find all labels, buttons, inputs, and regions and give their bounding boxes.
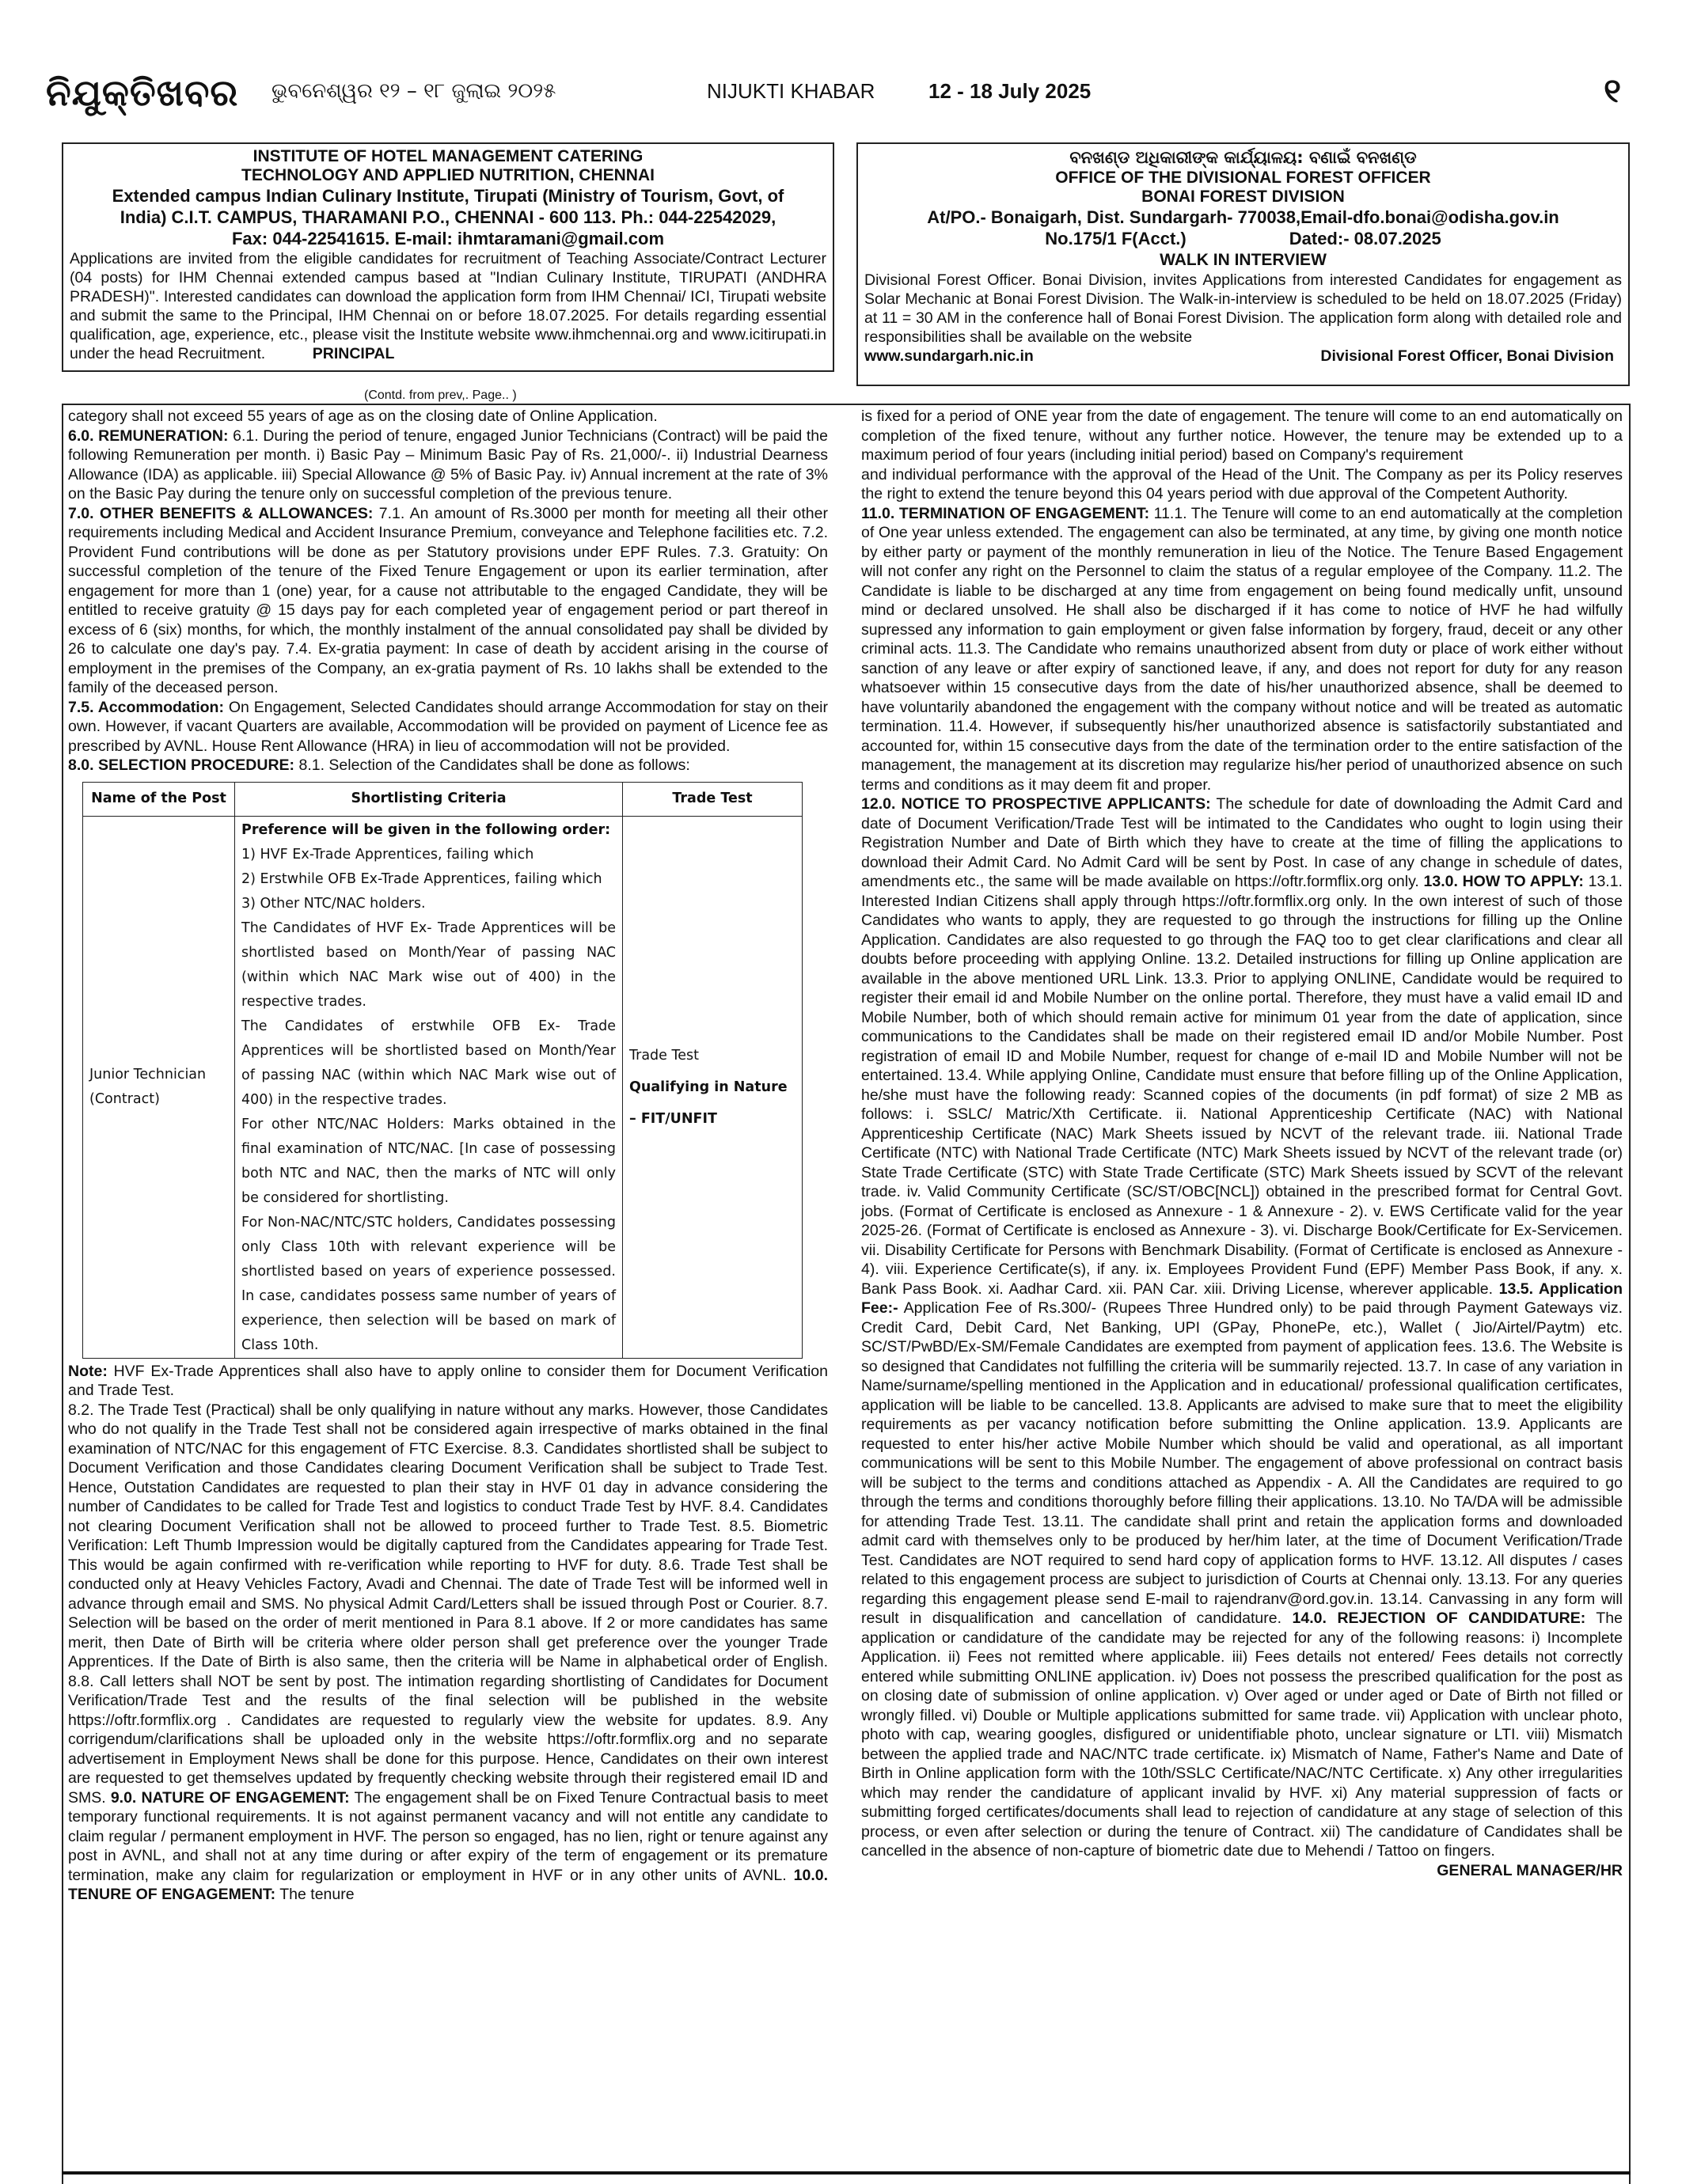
col-trade-header: Trade Test — [623, 782, 803, 816]
criteria-item: The Candidates of erstwhile OFB Ex- Trade Apprentices will be shortlisted based on Month/Year of passing NAC (within which NAC Mark wise out of 400) in the respective trades. — [241, 1018, 616, 1108]
col-post-header: Name of the Post — [83, 782, 235, 816]
section-heading: 10.0. TENURE OF ENGAGEMENT: — [68, 1866, 828, 1903]
forest-odia-title: ବନଖଣ୍ଡ ଅଧିକାରୀଙ୍କ କାର୍ଯ୍ୟାଳୟ: ବଣାଇଁ ବନଖଣ୍ଡ — [1069, 148, 1417, 167]
gm-signature: GENERAL MANAGER/HR — [1437, 1861, 1623, 1879]
notice-paragraph — [861, 794, 1623, 1879]
section-text: On Engagement, Selected Candidates should arrange Accommodation for stay on their own. However, if vacant Quarters are available, Accommodation will be provided on payment of Licence fee as prescribed by AVNL. House Rent Allowance (HRA) in lieu of accommodation will not be provided. — [68, 698, 828, 755]
right-paragraphs — [861, 407, 1623, 1879]
criteria-item: For Non-NAC/NTC/STC holders, Candidates possessing only Class 10th with relevant experience will be shortlisted based on years of experience possessed. In case, candidates possess same number of years of experience, then selection will be based on mark of Class 10th. — [241, 1214, 616, 1353]
section-heading: 7.0. OTHER BENEFITS & ALLOWANCES: — [68, 504, 374, 522]
section-text: Application Fee of Rs.300/- (Rupees Three Hundred only) to be paid through Payment Gateways viz. Credit Card, Debit Card, Net Banking, UPI (GPay, PhonePe, etc.), Wallet ( Jio/Airtel/Paytm) etc. SC/ST/PwBD/Ex-SM/Female Candidates are exempted from payment of application fees. 13.6. The Website is so designed that Candidates not fulfilling the criteria will be summarily rejected. 13.7. In case of any variation in Name/surname/spelling mentioned in the Application and in educational/ professional qualification certificates, application will be liable to be cancelled. 13.8. Applicants are advised to make sure that to meet the eligibility requirements as per vacancy notification before submitting the Online application. 13.9. Applicants are requested to enter his/her active Mobile Number which should be valid and operational, as all important communications will be sent to this Mobile Number. The engagement of above professional on contract basis will be subject to the terms and conditions attached as Appendix - A. All the Candidates are required to go through the terms and conditions thoroughly before filling their applications. 13.10. No TA/DA will be admissible for attending Trade Test. 13.11. The candidate shall print and retain the application forms and downloaded admit card with themselves only to be produced by her/him later, at the time of Document Verification/Trade Test. Candidates are NOT required to send hard copy of application forms to HVF. 13.12. All disputes / cases related to this engagement process are subject to jurisdiction of Courts at Chennai only. 13.13. For any queries regarding this engagement please send E-mail to rajendranv@ord.gov.in. 13.14. Canvassing in any form will result in disqualification and cancellation of candidature. — [861, 1299, 1623, 1627]
section-text: The engagement shall be on Fixed Tenure Contractual basis to meet temporary functional requirements. It is not against permanent vacancy and will not entitle any candidate to claim regular / permanent employment in HVF. The person so engaged, has no lien, right or tenure against any post in AVNL, and shall not at any time during or after expiry of the term of engagement or its premature termination, make any claim for regularization or employment in HVF or in any other units of AVNL. — [68, 1788, 828, 1884]
section-text: 7.1. An amount of Rs.3000 per month for meeting all their other requirements including Medical and Accident Insurance Premium, conveyance and Telephone facilities etc. 7.2. Provident Fund contributions will be done as per Statutory provisions under EPF Rules. 7.3. Gratuity: On successful completion of the tenure of the Fixed Tenure Engagement or upon its earlier termination, after engagement for more than 1 (one) year, for a cause not attributable to the engaged Candidate, they will be entitled to receive gratuity @ 15 days pay for each completed year of engagement period or part thereof in excess of 6 (six) months, for which, the monthly instalment of the annual consolidated pay shall be divided by 26 to calculate one day's pay. 7.4. Ex-gratia payment: In case of death by accident arising in the course of employment in the premises of the Company, an ex-gratia payment of Rs. 10 lakhs shall be extended to the family of the deceased person. — [68, 504, 828, 696]
trade-test-nature: Qualifying in Nature – FIT/UNFIT — [629, 1079, 788, 1127]
page-number: ୧ — [1604, 71, 1621, 110]
forest-ref-no: No.175/1 F(Acct.) — [1045, 229, 1187, 248]
left-top-paragraphs — [68, 407, 828, 775]
ihm-title-2: TECHNOLOGY AND APPLIED NUTRITION, CHENNAI — [241, 166, 655, 184]
ihm-line-3: Extended campus Indian Culinary Institute, Tirupati (Ministry of Tourism, Govt, of — [112, 186, 784, 206]
column-gutter — [844, 404, 845, 2184]
section-heading: 13.0. HOW TO APPLY: — [1423, 873, 1584, 890]
post-type: (Contract) — [89, 1090, 160, 1107]
notice-paragraph — [68, 698, 828, 756]
notice-paragraph — [68, 427, 828, 504]
forest-address: At/PO.- Bonaigarh, Dist. Sundargarh- 770038,Email-dfo.bonai@odisha.gov.in — [927, 207, 1559, 227]
edition-date: 12 - 18 July 2025 — [928, 79, 1092, 103]
section-text: 6.1. During the period of tenure, engaged Junior Technicians (Contract) will be paid the following Remuneration per month. i) Basic Pay – Minimum Basic Pay of Rs. 21,000/-. ii) Industrial Dearness Allowance (IDA) as applicable. iii) Special Allowance @ 5% of Basic Pay. iv) Annual increment at the rate of 3% on the Basic Pay during the tenure only on successful completion of the previous tenure. — [68, 427, 828, 502]
section-heading: 13.5. Application Fee:- — [861, 1280, 1623, 1317]
table-row — [83, 816, 803, 1358]
notice-paragraph — [68, 1401, 828, 1905]
newspaper-logo: ନିଯୁକ୍ତିଖବର — [46, 71, 239, 114]
notice-paragraph — [861, 465, 1623, 504]
section-text: HVF Ex-Trade Apprentices shall also have to apply online to consider them for Document Verification and Trade Test. — [68, 1362, 828, 1399]
section-text: The tenure — [279, 1886, 355, 1903]
forest-title-2: BONAI FOREST DIVISION — [1141, 188, 1345, 206]
section-heading: 14.0. REJECTION OF CANDIDATURE: — [1292, 1610, 1586, 1627]
notice-paragraph — [861, 504, 1623, 795]
walk-in-heading: WALK IN INTERVIEW — [1160, 251, 1327, 269]
section-heading: 7.5. Accommodation: — [68, 698, 224, 716]
forest-body: Divisional Forest Officer. Bonai Division, invites Applications from interested Candidates for engagement as Solar Mechanic at Bonai Forest Division. The Walk-in-interview is scheduled to be held on 18.07.2025 (Friday) at 11 = 30 AM in the conference hall of Bonai Forest Division. The application form along with detailed role and responsibilities shall be available on the website — [864, 271, 1622, 346]
section-text: 8.1. Selection of the Candidates shall be done as follows: — [298, 756, 690, 774]
left-column — [68, 407, 828, 1905]
table-header-row — [83, 782, 803, 816]
section-heading: Note: — [68, 1362, 108, 1380]
section-text: category shall not exceed 55 years of age as on the closing date of Online Application. — [68, 408, 658, 425]
right-column — [861, 407, 1623, 1880]
notice-paragraph — [68, 756, 828, 775]
post-cell — [83, 816, 235, 1358]
forest-website-link[interactable]: www.sundargarh.nic.in — [864, 347, 1034, 365]
section-heading: 8.0. SELECTION PROCEDURE: — [68, 756, 295, 774]
forest-advertisement — [856, 142, 1630, 386]
col-criteria-header: Shortlisting Criteria — [235, 782, 623, 816]
ihm-body: Applications are invited from the eligible candidates for recruitment of Teaching Associate/Contract Lecturer (04 posts) for IHM Chennai extended campus based at "Indian Culinary Institute, TIRUPATI (ANDHRA PRADESH)". Interested candidates can download the application form from IHM Chennai/ ICI, Tirupati website and submit the same to the Principal, IHM Chennai on or before 18.07.2025. For details regarding essential qualification, age, experience, etc., please visit the Institute website www.ihmchennai.org and www.icitirupati.in under the head Recruitment. PRINCIPAL — [70, 250, 826, 362]
ihm-title-1: INSTITUTE OF HOTEL MANAGEMENT CATERING — [252, 147, 644, 165]
ihm-line-4: India) C.I.T. CAMPUS, THARAMANI P.O., CHENNAI - 600 113. Ph.: 044-22542029, — [120, 207, 776, 227]
left-bottom-paragraphs — [68, 1362, 828, 1905]
criteria-item: For other NTC/NAC Holders: Marks obtained in the final examination of NTC/NAC. [In case of possessing both NTC and NAC, then the marks of NTC will only be considered for shortlisting. — [241, 1116, 616, 1206]
odia-date: ଭୁବନେଶ୍ୱର ୧୨ – ୧୮ ଜୁଲାଇ ୨୦୨୫ — [271, 79, 556, 103]
section-text: 13.1. Interested Indian Citizens shall apply through https://oftr.formflix.org only. In the own interest of such of those Candidates who wants to apply, they are requested to go through the instructions for filling up the Online Application. Candidates are also requested to go through the FAQ too to get clear clarifications and clear all doubts before proceeding with applying Online. 13.2. Detailed instructions for filling up Online application are available in the above mentioned URL Link. 13.3. Prior to applying ONLINE, Candidate would be required to register their email id and Mobile Number on the online portal. Therefore, they must have a valid email ID and Mobile Number, both of which should remain active for minimum 01 year from the date of application, since communications to the Candidates shall be made on their registered email ID and/or Mobile Number. Post registration of email ID and Mobile Number, request for change of e-mail ID and Mobile Number will not be entertained. 13.4. While applying Online, Candidate must ensure that before filling up of the Online Application, he/she must have the following ready: Scanned copies of the documents (in pdf format) of size 2 MB as follows: i. SSLC/ Matric/Xth Certificate. ii. National Apprenticeship Certificate (NAC) with National Apprenticeship Certificate (NAC) Mark Sheets issued by NCVT of the relevant trade. iii. National Trade Certificate (NTC) with National Trade Certificate (NTC) Mark Sheets issued by NCVT of the relevant trade (or) State Trade Certificate (STC) with State Trade Certificate (STC) Mark Sheets issued by SCVT of the relevant trade. iv. Valid Community Certificate (SC/ST/OBC[NCL]) obtained in the prescribed format for Central Govt. jobs. (Format of Certificate is enclosed as Annexure - 1 & Annexure - 2). v. EWS Certificate valid for the year 2025-26. (Format of Certificate is enclosed as Annexure - 3). vi. Discharge Book/Certificate for Ex-Servicemen. vii. Disability Certificate for Persons with Benchmark Disability. (Format of Certificate is enclosed as Annexure - 4). viii. Experience Certificate(s), if any. ix. Employees Provident Fund (EPF) Member Pass Book, if any. x. Bank Pass Book. xi. Aadhar Card. xii. PAN Car. xiii. Driving License, wherever applicable. — [861, 873, 1623, 1298]
section-text: 11.1. The Tenure will come to an end automatically at the completion of One year unless extended. The engagement can also be terminated, at any time, by giving one month notice by either party or payment of the monthly remuneration in lieu of the Notice. The Tenure Based Engagement will not confer any right on the Personnel to claim the status of a regular employee of the Company. 11.2. The Candidate is liable to be discharged at any time from engagement on being found medically unfit, unsound mind or declared unsolved. He shall also be discharged if it has come to notice of HVF he had wilfully supressed any information to gain employment or given false information by forgery, fraud, deceit or any other criminal acts. 11.3. The Candidate who remains unauthorized absent from duty or place of work either without sanction of any leave or after expiry of sanctioned leave, if any, and does not report for duty for any reason whatsoever within 15 consecutive days from the date of his/her unauthorized absence, shall be deemed to have voluntarily abandoned the engagement with the company without notice and will be treated as automatic termination. 11.4. However, if subsequently his/her unauthorized absence is satisfactorily substantiated and accounted for, within 15 consecutive days from the date of the termination order to the entire satisfaction of the management, the management at its discretion may regularize his/her period of unauthorized absence on such terms and conditions as it may deem fit and proper. — [861, 504, 1623, 794]
forest-footer — [864, 347, 1622, 366]
criteria-item: Preference will be given in the following order: — [241, 821, 611, 838]
continued-note: (Contd. from prev,. Page.. ) — [364, 389, 517, 402]
section-text: The application or candidature of the candidate may be rejected for any of the following reasons: i) Incomplete Application. ii) Fees not remitted where applicable. iii) Fees details not entered/ Fees details not correctly entered while submitting ONLINE application. iv) Does not possess the prescribed qualification for the post as on closing date of submission of online application. v) Over aged or under aged or Date of Birth not filled or wrongly filled. vi) Double or Multiple applications submitted for same trade. vii) Application with unclear photo, photo with cap, wearing googles, disfigured or unidentifiable photo, unclear signature or LTI. viii) Mismatch between the applied trade and NAC/NTC trade certificate. ix) Mismatch of Name, Father's Name and Date of Birth in Online application form with the 10th/SSLC Certificate/NAC/NTC Certificate. x) Any other irregularities which may render the candidature of applicant invalid by HVF. xi) Any material suppression of facts or submitting forged certificates/documents shall lead to rejection of candidature at any stage of selection of this process, or even after selection or during the tenure of Contract. xii) The candidature of Candidates shall be cancelled in the absence of non-capture of biometric date due to Mehendi / Tattoo on fingers. — [861, 1610, 1623, 1860]
notice-paragraph — [68, 504, 828, 698]
shortlisting-table — [82, 782, 803, 1359]
criteria-cell — [235, 816, 623, 1358]
ihm-advertisement — [62, 142, 834, 372]
section-heading: 11.0. TERMINATION OF ENGAGEMENT: — [861, 504, 1150, 522]
forest-signature: Divisional Forest Officer, Bonai Division — [1320, 347, 1614, 365]
post-name: Junior Technician — [89, 1066, 207, 1083]
criteria-item: 2) Erstwhile OFB Ex-Trade Apprentices, failing which — [241, 870, 602, 887]
criteria-item: The Candidates of HVF Ex- Trade Apprentices will be shortlisted based on Month/Year of passing NAC (within which NAC Mark wise out of 400) in the respective trades. — [241, 919, 616, 1010]
section-text: The schedule for date of downloading the Admit Card and date of Document Verification/Trade Test will be intimated to the Candidates who ought to login using their Registration Number and Date of Birth which they have to create at the time of filling the applications to download their Admit Card. No Admit Card will be sent by Post. In case of any change in schedule of dates, amendments etc., the same will be made available on https://oftr.formflix.org only. — [861, 795, 1623, 890]
section-heading: 9.0. NATURE OF ENGAGEMENT: — [110, 1788, 350, 1807]
trade-test-label: Trade Test — [629, 1047, 699, 1064]
bottom-rule — [62, 2171, 1631, 2175]
trade-cell — [623, 816, 803, 1358]
forest-ref-row — [864, 228, 1622, 249]
ihm-line-5: Fax: 044-22541615. E-mail: ihmtaramani@gmail.com — [231, 229, 665, 248]
notice-paragraph — [861, 407, 1623, 465]
section-text: is fixed for a period of ONE year from the date of engagement. The tenure will come to an end automatically on completion of the fixed tenure, without any further notice. However, the tenure may be extended up to a maximum period of four years (including initial period) based on Company's requirement — [861, 408, 1623, 464]
section-heading: 12.0. NOTICE TO PROSPECTIVE APPLICANTS: — [861, 795, 1211, 813]
paper-name: NIJUKTI KHABAR — [707, 79, 875, 103]
section-text: 8.2. The Trade Test (Practical) shall be only qualifying in nature without any marks. However, those Candidates who do not qualify in the Trade Test shall not be considered again irrespective of marks obtained in the final examination of NTC/NAC for this engagement of FTC Exercise. 8.3. Candidates shortlisted shall be subject to Document Verification and those Candidates clearing Document Verification shall be subject to Trade Test. Hence, Outstation Candidates are requested to plan their stay in HVF 01 day in advance considering the number of Candidates to be called for Trade Test and logistics to conduct Trade Test by HVF. 8.4. Candidates not clearing Document Verification shall not be allowed to proceed further to Trade Test. 8.5. Biometric Verification: Left Thumb Impression would be digitally captured from the Candidates appearing for Trade Test. This would be again confirmed with re-verification while reporting to HVF for duty. 8.6. Trade Test shall be conducted only at Heavy Vehicles Factory, Avadi and Chennai. The date of Trade Test will be informed well in advance through email and SMS. No physical Admit Card/Letters shall be issued through Post or Courier. 8.7. Selection will be based on the order of merit mentioned in Para 8.1 above. If 2 or more candidates has same merit, then Date of Birth will be criteria where older person shall get preference over the younger Trade Apprentices. If the Date of Birth is also same, then the criteria will be Name in alphabetical order of English. 8.8. Call letters shall NOT be sent by post. The intimation regarding shortlisting of Candidates for Document Verification/Trade Test and the results of the final selection will be published in the website https://oftr.formflix.org . Candidates are requested to regularly view the website for updates. 8.9. Any corrigendum/clarifications shall be uploaded only in the website https://oftr.formflix.org and no separate advertisement in Employment News shall be done for this purpose. Hence, Candidates on their own interest are requested to get themselves updated by frequently checking website through their registered email ID and SMS. — [68, 1401, 828, 1807]
notice-paragraph — [68, 1362, 828, 1401]
section-heading: 6.0. REMUNERATION: — [68, 427, 229, 445]
section-text: and individual performance with the approval of the Head of the Unit. The Company as per its Policy reserves the right to extend the tenure beyond this 04 years period with due approval of the Competent Authority. — [861, 465, 1623, 502]
ihm-signature: PRINCIPAL — [312, 345, 395, 362]
criteria-item: 3) Other NTC/NAC holders. — [241, 895, 426, 912]
masthead — [46, 71, 1621, 127]
forest-dated: Dated:- 08.07.2025 — [1289, 229, 1441, 248]
notice-paragraph — [68, 407, 828, 427]
forest-title-1: OFFICE OF THE DIVISIONAL FOREST OFFICER — [1055, 169, 1431, 187]
criteria-item: 1) HVF Ex-Trade Apprentices, failing which — [241, 846, 534, 863]
